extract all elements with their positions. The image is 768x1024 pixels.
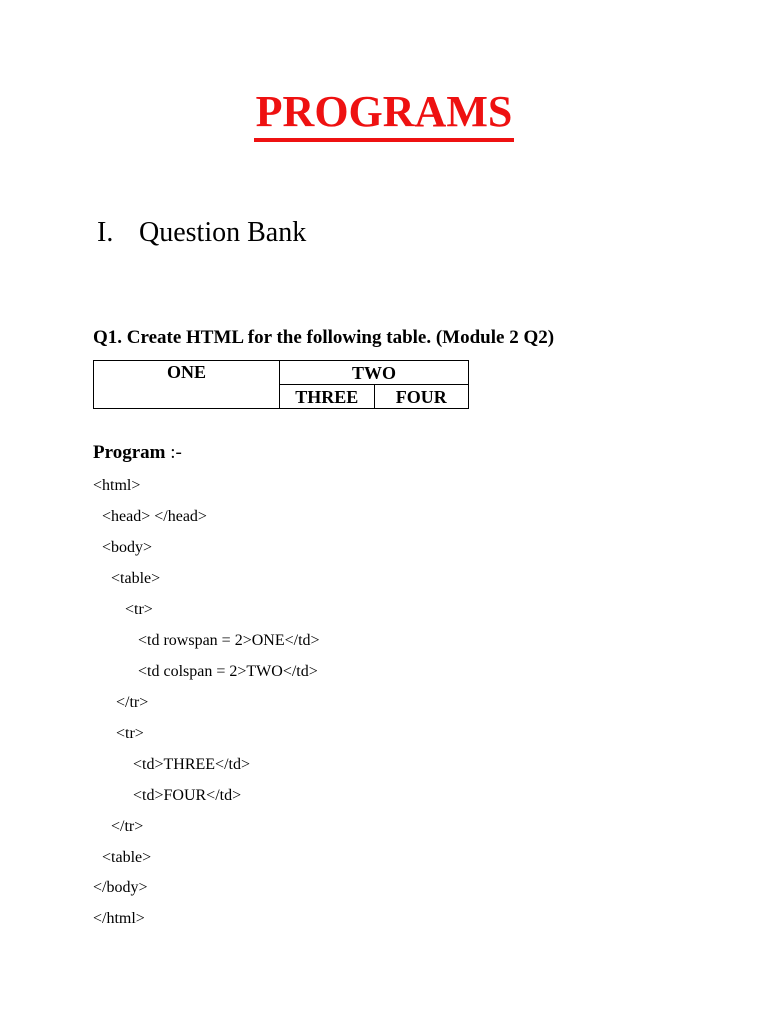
page-title xyxy=(0,84,768,142)
section-heading xyxy=(97,215,306,251)
section-label: Question Bank xyxy=(139,217,307,248)
table-cell-three: THREE xyxy=(279,385,374,409)
program-label xyxy=(93,440,182,466)
table-cell-two: TWO xyxy=(279,361,468,385)
program-label-suffix: :- xyxy=(165,442,182,463)
code-line: </tr> xyxy=(111,818,144,835)
code-line: <table> xyxy=(102,849,152,866)
code-line: </body> xyxy=(93,879,148,896)
code-line: </html> xyxy=(93,910,145,927)
code-line: <table> xyxy=(111,570,161,587)
table-cell-one: ONE xyxy=(94,361,280,409)
table-cell-four: FOUR xyxy=(374,385,468,409)
sample-table xyxy=(93,360,469,409)
table-row xyxy=(94,361,469,385)
code-line: <body> xyxy=(102,539,153,556)
section-number: I. xyxy=(97,217,114,248)
code-line: <td colspan = 2>TWO</td> xyxy=(138,663,318,680)
code-line: <head> </head> xyxy=(102,508,207,525)
code-line: <html> xyxy=(93,477,141,494)
code-line: <tr> xyxy=(116,725,144,742)
code-line: <td rowspan = 2>ONE</td> xyxy=(138,632,320,649)
code-line: <td>FOUR</td> xyxy=(133,787,242,804)
program-label-text: Program xyxy=(93,442,166,463)
page-title-text: PROGRAMS xyxy=(254,86,515,142)
question-text: Q1. Create HTML for the following table. (Module 2 Q2) xyxy=(93,327,555,348)
code-line: </tr> xyxy=(116,694,149,711)
code-line: <tr> xyxy=(125,601,153,618)
code-line: <td>THREE</td> xyxy=(133,756,250,773)
